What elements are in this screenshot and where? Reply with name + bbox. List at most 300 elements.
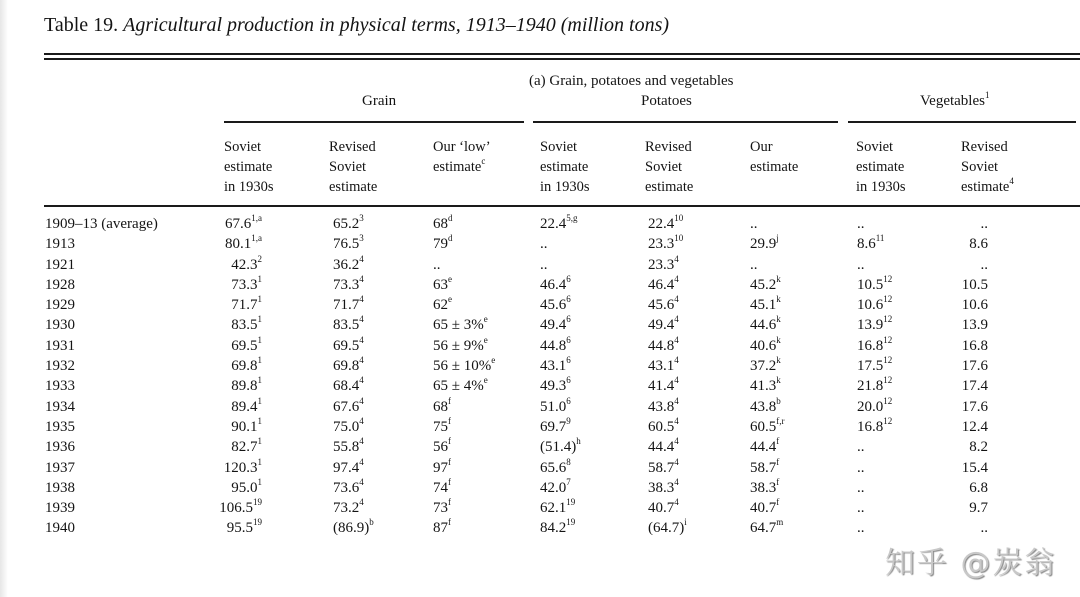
- table-cell: [540, 257, 548, 274]
- footnote-marker: 4: [674, 294, 679, 305]
- cell-value: 15.4: [961, 459, 988, 476]
- column-header-text: Revised Soviet estimate: [329, 139, 378, 195]
- table-cell: [433, 395, 451, 416]
- table-cell: [231, 375, 262, 395]
- cell-value: 49.3: [540, 378, 567, 395]
- table-cell: [231, 314, 262, 334]
- table-cell: [648, 213, 684, 233]
- cell-value: 79: [433, 236, 448, 253]
- table-cell: [857, 480, 865, 497]
- table-cell: [231, 294, 262, 314]
- table-cell: [540, 355, 571, 375]
- table-cell: [540, 517, 576, 537]
- cell-value: 55.8: [333, 439, 360, 456]
- table-cell: [857, 273, 893, 294]
- table-row: [0, 497, 1080, 520]
- cell-value: ..: [433, 256, 441, 273]
- table-cell: [962, 419, 988, 436]
- footnote-marker: f: [776, 456, 780, 467]
- footnote-marker: k: [776, 314, 781, 325]
- row-year: 1929: [45, 297, 75, 314]
- table-cell: [750, 314, 781, 334]
- table-cell: [231, 436, 262, 456]
- footnote-marker: 1,a: [251, 213, 262, 223]
- cell-value: 69.8: [333, 358, 360, 375]
- table-cell: [433, 355, 496, 375]
- table-cell: [857, 314, 893, 334]
- table-cell: [433, 273, 452, 294]
- cell-value: 67.6: [225, 216, 252, 232]
- footnote-marker: f: [448, 456, 451, 467]
- cell-value: 106.5: [219, 500, 253, 517]
- table-cell: [231, 415, 262, 436]
- cell-value: 60.5: [648, 418, 675, 435]
- table-cell: [540, 436, 581, 456]
- cell-value: 43.8: [648, 398, 675, 415]
- footnote-marker: 10: [674, 233, 684, 244]
- vegetables-footnote: 1: [984, 90, 990, 100]
- table-cell: [981, 216, 989, 233]
- footnote-marker: 3: [359, 213, 364, 223]
- footnote-marker: 4: [359, 314, 364, 325]
- cell-value: 45.6: [648, 297, 675, 314]
- footnote-marker: e: [483, 314, 488, 325]
- table-cell: [540, 375, 571, 395]
- footnote-marker: e: [483, 334, 488, 345]
- footnote-marker: 1: [257, 273, 262, 284]
- cell-value: 97.4: [333, 459, 360, 476]
- cell-value: ..: [980, 216, 988, 232]
- row-year: 1913: [45, 236, 75, 253]
- row-year: 1940: [45, 520, 75, 537]
- table-cell: [857, 520, 865, 537]
- cell-value: ..: [857, 459, 865, 476]
- footnote-marker: m: [776, 517, 784, 528]
- vegetables-text: Vegetables: [920, 93, 985, 109]
- table-cell: [962, 317, 988, 334]
- table-cell: [433, 294, 452, 314]
- row-year: 1909–13 (average): [45, 216, 158, 232]
- table-cell: [648, 273, 679, 294]
- footnote-marker: b: [369, 517, 374, 528]
- table-cell: [857, 439, 865, 456]
- table-row: [0, 415, 1080, 439]
- cell-value: 41.4: [648, 378, 675, 395]
- cell-value: 9.7: [969, 500, 988, 517]
- cell-value: 89.4: [231, 398, 258, 415]
- table-cell: [750, 415, 785, 436]
- table-cell: [231, 395, 262, 416]
- table-cell: [648, 314, 679, 334]
- table-cell: [857, 395, 893, 416]
- footnote-marker: 4: [359, 273, 364, 284]
- table-cell: [750, 216, 758, 233]
- table-cell: [540, 273, 571, 294]
- cell-value: 60.5: [750, 418, 777, 435]
- table-cell: [962, 277, 988, 294]
- table-cell: [433, 476, 451, 497]
- footnote-marker: 4: [674, 436, 679, 447]
- table-cell: [857, 233, 885, 253]
- column-header: [645, 137, 693, 197]
- footnote-marker: 6: [566, 355, 571, 366]
- cell-value: 17.5: [857, 358, 884, 375]
- cell-value: 69.5: [231, 337, 258, 354]
- cell-value: 22.4: [540, 216, 567, 232]
- table-cell: [969, 236, 988, 253]
- cell-value: ..: [980, 256, 988, 273]
- cell-value: 97: [433, 459, 448, 476]
- cell-value: ..: [980, 520, 988, 537]
- footnote-marker: j: [776, 233, 779, 244]
- row-year: 1930: [45, 317, 75, 334]
- footnote-marker: 4: [359, 395, 364, 406]
- table-cell: [540, 395, 571, 416]
- table-cell: [223, 456, 262, 477]
- table-cell: [750, 273, 781, 294]
- column-header-text: Soviet estimate in 1930s: [540, 139, 590, 195]
- table-row: [0, 375, 1080, 398]
- cell-value: 20.0: [857, 398, 884, 415]
- column-header-text: Soviet estimate in 1930s: [856, 139, 906, 195]
- cell-value: 89.8: [231, 378, 258, 395]
- table-cell: [648, 355, 679, 375]
- cell-value: 71.7: [231, 297, 258, 314]
- footnote-marker: 2: [257, 253, 262, 264]
- cell-value: 75.0: [333, 418, 360, 435]
- table-cell: [857, 415, 893, 436]
- table-cell: [540, 294, 571, 314]
- cell-value: ..: [857, 439, 865, 456]
- cell-value: 10.5: [857, 276, 884, 293]
- table-cell: [540, 213, 578, 233]
- cell-value: 95.0: [231, 479, 258, 496]
- table-cell: [433, 334, 488, 355]
- row-year: 1921: [45, 256, 75, 273]
- row-year: 1934: [45, 398, 75, 415]
- table-cell: [333, 213, 364, 233]
- cell-value: 71.7: [333, 297, 360, 314]
- footnote-marker: 12: [883, 294, 893, 305]
- footnote-marker: 5,g: [566, 213, 578, 223]
- table-cell: [648, 415, 679, 436]
- watermark: 知乎 @炭翁: [885, 546, 1057, 581]
- cell-value: 43.1: [540, 358, 567, 375]
- footnote-marker: 4: [674, 355, 679, 366]
- cell-value: 64.7: [750, 520, 777, 537]
- table-cell: [857, 460, 865, 477]
- cell-value: 10.5: [961, 276, 988, 293]
- footnote-marker: 1: [257, 314, 262, 325]
- footnote-marker: 6: [566, 314, 571, 325]
- column-header: [224, 137, 274, 197]
- cell-value: 43.8: [750, 398, 777, 415]
- table-cell: [969, 480, 988, 497]
- footnote-marker: 4: [674, 415, 679, 426]
- cell-value: 84.2: [540, 520, 567, 537]
- cell-value: 44.4: [648, 439, 675, 456]
- table-caption: Agricultural production in physical terms, 1913–1940 (million tons): [123, 14, 670, 36]
- cell-value: 68: [433, 398, 448, 415]
- cell-value: 73.6: [333, 479, 360, 496]
- cell-value: 67.6: [333, 398, 360, 415]
- table-cell: [433, 517, 451, 537]
- cell-value: 83.5: [333, 317, 360, 334]
- table-row: [0, 334, 1080, 358]
- footnote-marker: e: [483, 375, 488, 386]
- row-year: 1931: [45, 337, 75, 354]
- table-cell: [969, 439, 988, 456]
- table-row: [0, 355, 1080, 378]
- table-cell: [231, 273, 262, 294]
- section-title: (a) Grain, potatoes and vegetables: [529, 73, 734, 89]
- cell-value: 40.7: [750, 500, 777, 517]
- footnote-marker: 12: [883, 314, 893, 325]
- cell-value: 73: [433, 500, 448, 517]
- cell-value: 58.7: [750, 459, 777, 476]
- cell-value: 69.5: [333, 337, 360, 354]
- table-number: Table 19.: [44, 14, 119, 36]
- footnote-marker: 1,a: [251, 233, 262, 244]
- table-cell: [648, 436, 679, 456]
- table-cell: [333, 273, 364, 294]
- cell-value: 45.6: [540, 297, 567, 314]
- table-cell: [333, 476, 364, 497]
- cell-value: 68.4: [333, 378, 360, 395]
- footnote-marker: d: [448, 213, 453, 223]
- potatoes-group-rule: [533, 121, 838, 123]
- cell-value: 42.0: [540, 479, 567, 496]
- footnote-marker: f: [448, 497, 451, 508]
- footnote-marker: 4: [674, 375, 679, 386]
- table-cell: [333, 294, 364, 314]
- cell-value: 21.8: [857, 378, 884, 395]
- table-cell: [231, 476, 262, 497]
- cell-value: 69.7: [540, 418, 567, 435]
- footnote-marker: 12: [883, 395, 893, 406]
- column-header: [329, 137, 377, 197]
- table-cell: [648, 395, 679, 416]
- cell-value: 16.8: [857, 418, 884, 435]
- table-cell: [540, 476, 571, 497]
- row-year: 1935: [45, 418, 75, 435]
- cell-value: 44.4: [750, 439, 777, 456]
- footnote-marker: 11: [875, 233, 885, 244]
- cell-value: ..: [857, 479, 865, 496]
- cell-value: 22.4: [648, 216, 675, 232]
- row-year: 1938: [45, 479, 75, 496]
- footnote-marker: 1: [257, 456, 262, 467]
- footnote-marker: 19: [566, 497, 576, 508]
- cell-value: 37.2: [750, 358, 777, 375]
- cell-value: ..: [750, 216, 758, 232]
- table-row: [0, 253, 1080, 277]
- footnote-marker: f,r: [776, 415, 785, 426]
- group-label-grain: Grain: [362, 93, 397, 109]
- cell-value: 73.2: [333, 500, 360, 517]
- footnote-marker: f: [776, 476, 780, 487]
- cell-value: (51.4): [540, 439, 577, 456]
- footnote-marker: 8: [566, 456, 571, 467]
- row-year: 1933: [45, 378, 75, 395]
- table-cell: [648, 497, 679, 517]
- column-header: [540, 137, 590, 197]
- footnote-marker: 4: [674, 395, 679, 406]
- table-cell: [648, 456, 679, 477]
- cell-value: 56: [433, 439, 448, 456]
- row-year: 1936: [45, 439, 75, 456]
- footnote-marker: 1: [257, 375, 262, 386]
- cell-value: 75: [433, 418, 448, 435]
- cell-value: 29.9: [750, 236, 777, 253]
- table-cell: [333, 233, 364, 253]
- footnote-marker: 1: [257, 436, 262, 447]
- table-cell: [540, 236, 548, 253]
- cell-value: 68: [433, 216, 448, 232]
- footnote-marker: 12: [883, 355, 893, 366]
- table-cell: [231, 355, 262, 375]
- footnote-marker: 19: [566, 517, 576, 528]
- footnote-marker: 4: [359, 476, 364, 487]
- cell-value: 56 ± 10%: [433, 358, 492, 375]
- footnote-marker: 4: [674, 253, 679, 264]
- cell-value: 120.3: [223, 459, 258, 476]
- table-cell: [540, 334, 571, 355]
- table-cell: [333, 436, 364, 456]
- cell-value: ..: [857, 216, 865, 232]
- footnote-marker: 4: [359, 334, 364, 345]
- cell-value: ..: [857, 520, 865, 537]
- table-cell: [333, 334, 364, 355]
- cell-value: 44.6: [750, 317, 777, 334]
- footnote-marker: e: [448, 273, 452, 284]
- table-cell: [433, 375, 488, 395]
- cell-value: ..: [750, 256, 758, 273]
- cell-value: 6.8: [969, 479, 988, 496]
- column-header: [961, 137, 1014, 197]
- table-cell: [962, 378, 988, 395]
- table-cell: [857, 294, 893, 314]
- table-cell: [750, 355, 781, 375]
- cell-value: 65.6: [540, 459, 567, 476]
- cell-value: ..: [540, 256, 548, 273]
- footnote-marker: b: [776, 395, 781, 406]
- cell-value: 73.3: [333, 276, 360, 293]
- footnote-marker: f: [448, 436, 451, 447]
- table-cell: [750, 456, 780, 477]
- cell-value: 41.3: [750, 378, 777, 395]
- table-cell: [433, 436, 451, 456]
- footnote-marker: f: [448, 415, 451, 426]
- table-cell: [226, 517, 262, 537]
- table-cell: [750, 233, 779, 253]
- cell-value: 65 ± 3%: [433, 317, 484, 334]
- cell-value: 65.2: [333, 216, 360, 232]
- header-bottom-rule: [44, 205, 1080, 207]
- cell-value: 76.5: [333, 236, 360, 253]
- table-cell: [333, 497, 364, 517]
- table-cell: [540, 314, 571, 334]
- table-cell: [433, 415, 451, 436]
- footnote-marker: 4: [359, 253, 364, 264]
- footnote-marker: 4: [359, 355, 364, 366]
- group-label-potatoes: Potatoes: [641, 93, 692, 109]
- table-cell: [333, 314, 364, 334]
- footnote-marker: f: [448, 476, 451, 487]
- table-cell: [750, 436, 780, 456]
- table-row: [0, 233, 1080, 256]
- footnote-marker: f: [448, 517, 451, 528]
- footnote-marker: e: [448, 294, 452, 305]
- footnote-marker: 4: [359, 294, 364, 305]
- footnote-marker: k: [776, 355, 781, 366]
- table-cell: [962, 358, 988, 375]
- table-cell: [433, 456, 451, 477]
- table-cell: [750, 375, 781, 395]
- cell-value: 23.3: [648, 256, 675, 273]
- footnote-marker: 6: [566, 273, 571, 284]
- cell-value: 90.1: [231, 418, 258, 435]
- cell-value: 12.4: [961, 418, 988, 435]
- footnote-marker: 1: [257, 415, 262, 426]
- footnote-marker: k: [776, 294, 781, 305]
- row-year: 1932: [45, 358, 75, 375]
- table-cell: [231, 253, 262, 274]
- table-cell: [857, 257, 865, 274]
- table-row: [0, 294, 1080, 317]
- footnote-marker: f: [776, 436, 780, 447]
- cell-value: 49.4: [540, 317, 567, 334]
- table-cell: [333, 415, 364, 436]
- footnote-marker: 9: [566, 415, 571, 426]
- cell-value: 58.7: [648, 459, 675, 476]
- footnote-marker: k: [776, 334, 781, 345]
- footnote-marker: h: [576, 436, 581, 447]
- table-cell: [981, 257, 989, 274]
- table-cell: [433, 213, 453, 233]
- table-row: [0, 213, 1080, 236]
- cell-value: 23.3: [648, 236, 675, 253]
- footnote-marker: 4: [674, 476, 679, 487]
- cell-value: 46.4: [648, 276, 675, 293]
- column-header-text: Revised Soviet estimate: [961, 139, 1010, 195]
- cell-value: 56 ± 9%: [433, 337, 484, 354]
- table-cell: [433, 314, 488, 334]
- table-cell: [648, 476, 679, 497]
- cell-value: 44.8: [648, 337, 675, 354]
- cell-value: 17.4: [961, 378, 988, 395]
- table-cell: [433, 257, 441, 274]
- table-cell: [333, 517, 374, 537]
- column-header-text: Our estimate: [750, 139, 799, 175]
- footnote-marker: 4: [674, 334, 679, 345]
- footnote-marker: 4: [359, 456, 364, 467]
- table-cell: [433, 233, 453, 253]
- table-row: [0, 456, 1080, 480]
- cell-value: 62.1: [540, 500, 567, 517]
- footnote-marker: 1: [257, 476, 262, 487]
- cell-value: ..: [857, 500, 865, 517]
- column-header: [856, 137, 906, 197]
- table-cell: [333, 253, 364, 274]
- cell-value: 65 ± 4%: [433, 378, 484, 395]
- table-cell: [750, 497, 780, 517]
- cell-value: 62: [433, 297, 448, 314]
- footnote-marker: 10: [674, 213, 684, 223]
- column-header-text: Soviet estimate in 1930s: [224, 139, 274, 195]
- footnote-marker: 4: [674, 314, 679, 325]
- cell-value: 44.8: [540, 337, 567, 354]
